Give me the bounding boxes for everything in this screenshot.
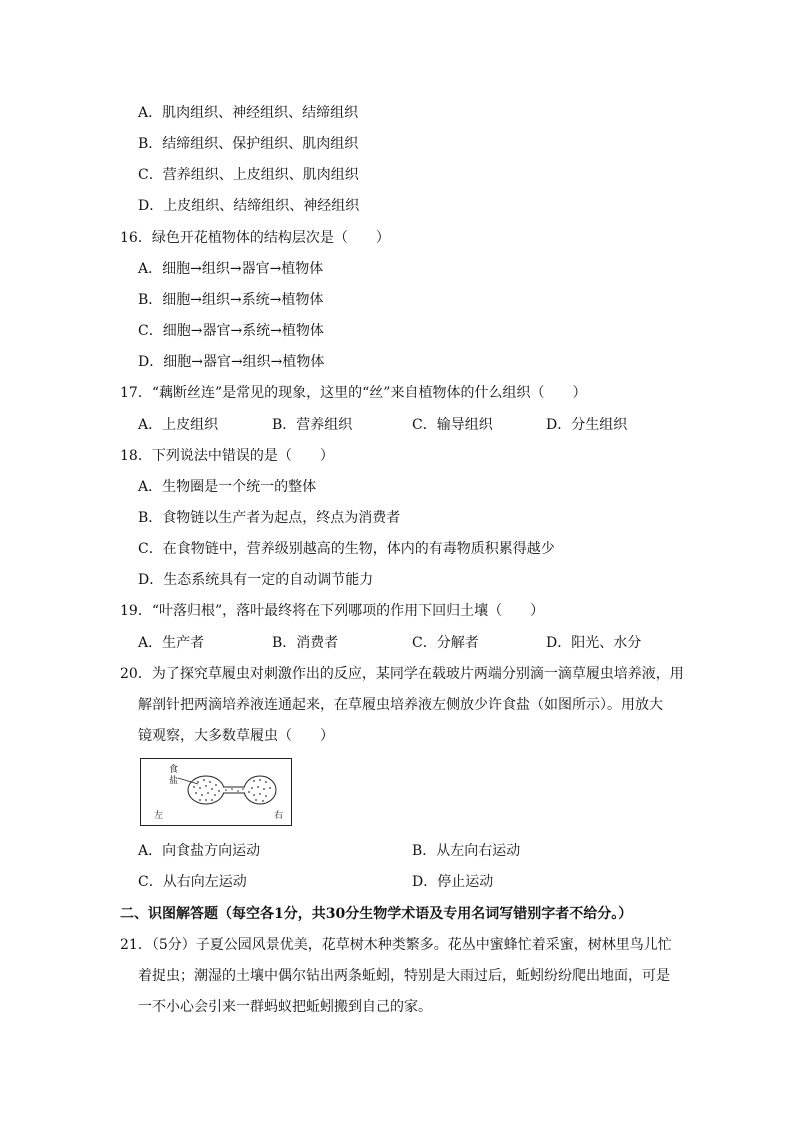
q17-option-c: C．输导组织 [412, 417, 493, 433]
salt-label-char-1: 食 [169, 765, 179, 775]
q20-stem-line-2: 解剖针把两滴培养液连通起来，在草履虫培养液左侧放少许食盐（如图所示）。用放大 [138, 697, 663, 713]
q15-option-b: B．结缔组织、保护组织、肌肉组织 [138, 136, 359, 152]
q16-option-c: C．细胞→器官→系统→植物体 [138, 323, 324, 339]
q21-line-3: 一不小心会引来一群蚂蚁把蚯蚓搬到自己的家。 [138, 999, 432, 1015]
q17-stem: 17．“藕断丝连”是常见的现象，这里的“丝”来自植物体的什么组织（ ） [120, 385, 587, 401]
left-label: 左 [154, 811, 164, 821]
q19-option-b: B．消费者 [272, 635, 339, 651]
q15-option-a: A．肌肉组织、神经组织、结缔组织 [138, 105, 359, 121]
paramecium-experiment-figure [140, 758, 292, 826]
right-label: 右 [274, 811, 284, 821]
q19-option-d: D．阳光、水分 [546, 635, 642, 651]
q17-option-a: A．上皮组织 [138, 417, 219, 433]
q16-stem: 16．绿色开花植物体的结构层次是（ ） [120, 230, 390, 246]
q18-option-c: C．在食物链中，营养级别越高的生物，体内的有毒物质积累得越少 [138, 541, 555, 557]
q19-option-a: A．生产者 [138, 635, 205, 651]
q21-line-2: 着捉虫；潮湿的土壤中偶尔钻出两条蚯蚓，特别是大雨过后，蚯蚓纷纷爬出地面，可是 [138, 968, 670, 984]
q20-stem-line-3: 镜观察，大多数草履虫（ ） [138, 728, 334, 744]
q16-option-d: D．细胞→器官→组织→植物体 [138, 354, 325, 370]
q20-option-c: C．从右向左运动 [138, 874, 247, 890]
q20-stem-line-1: 20．为了探究草履虫对刺激作出的反应，某同学在载玻片两端分别滴一滴草履虫培养液，用 [120, 666, 684, 682]
q19-option-c: C．分解者 [412, 635, 479, 651]
q15-option-d: D．上皮组织、结缔组织、神经组织 [138, 198, 360, 214]
q18-stem: 18．下列说法中错误的是（ ） [120, 448, 334, 464]
q17-option-b: B．营养组织 [272, 417, 353, 433]
q20-option-b: B．从左向右运动 [412, 843, 521, 859]
q15-option-c: C．营养组织、上皮组织、肌肉组织 [138, 167, 359, 183]
q16-option-b: B．细胞→组织→系统→植物体 [138, 292, 324, 308]
salt-label-char-2: 盐 [169, 776, 179, 786]
q18-option-a: A．生物圈是一个统一的整体 [138, 479, 317, 495]
q21-line-1: 21．（5分）子夏公园风景优美，花草树木种类繁多。花丛中蜜蜂忙着采蜜，树林里鸟儿忙 [120, 937, 672, 953]
section-2-heading: 二、识图解答题（每空各1分，共30分生物学术语及专用名词写错别字者不给分。） [120, 906, 633, 922]
q17-option-d: D．分生组织 [546, 417, 628, 433]
q19-stem: 19．“叶落归根”，落叶最终将在下列哪项的作用下回归土壤（ ） [120, 603, 545, 619]
q20-option-a: A．向食盐方向运动 [138, 843, 261, 859]
q16-option-a: A．细胞→组织→器官→植物体 [138, 261, 324, 277]
q18-option-b: B．食物链以生产者为起点，终点为消费者 [138, 510, 401, 526]
q18-option-d: D．生态系统具有一定的自动调节能力 [138, 572, 374, 588]
q20-option-d: D．停止运动 [412, 874, 494, 890]
